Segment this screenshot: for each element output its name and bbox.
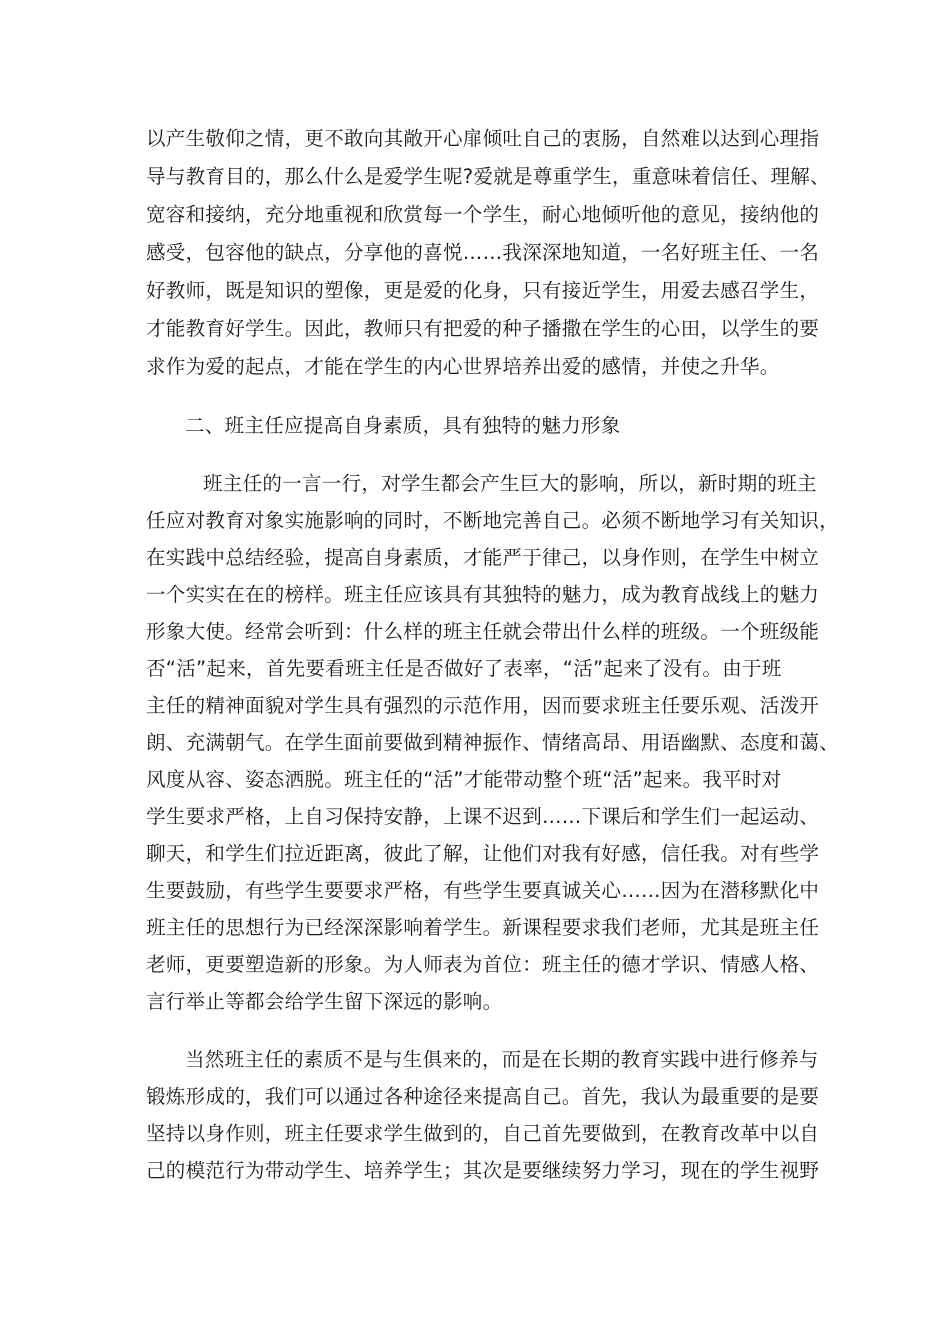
paragraph-line: 求作为爱的起点，才能在学生的内心世界培养出爱的感情，并使之升华。 [146, 355, 780, 378]
paragraph-line: 班主任的思想行为已经深深影响着学生。新课程要求我们老师，尤其是班主任 [146, 916, 820, 939]
paragraph-line: 在实践中总结经验，提高自身素质，才能严于律己，以身作则，在学生中树立 [146, 546, 820, 569]
paragraph-line: 宽容和接纳，充分地重视和欣赏每一个学生，耐心地倾听他的意见，接纳他的 [146, 203, 820, 226]
paragraph-line: 主任的精神面貌对学生具有强烈的示范作用，因而要求班主任要乐观、活泼开 [146, 694, 820, 717]
paragraph-line: 一个实实在在的榜样。班主任应该具有其独特的魅力，成为教育战线上的魅力 [146, 583, 820, 606]
paragraph-line: 锻炼形成的，我们可以通过各种途径来提高自己。首先，我认为最重要的是要 [146, 1085, 820, 1108]
paragraph-line: 好教师，既是知识的塑像，更是爱的化身，只有接近学生，用爱去感召学生， [146, 279, 820, 302]
paragraph-line: 聊天，和学生们拉近距离，彼此了解，让他们对我有好感，信任我。对有些学 [146, 842, 820, 865]
paragraph-line: 任应对教育对象实施影响的同时，不断地完善自己。必须不断地学习有关知识， [146, 509, 840, 532]
paragraph-line: 己的模范行为带动学生、培养学生；其次是要继续努力学习，现在的学生视野 [146, 1159, 820, 1182]
paragraph-line: 老师，更要塑造新的形象。为人师表为首位：班主任的德才学识、情感人格、 [146, 953, 820, 976]
paragraph-line: 言行举止等都会给学生留下深远的影响。 [146, 990, 503, 1013]
paragraph-line: 才能教育好学生。因此，教师只有把爱的种子播撒在学生的心田，以学生的要 [146, 317, 820, 340]
paragraph-line: 朗、充满朝气。在学生面前要做到精神振作、情绪高昂、用语幽默、态度和蔼、 [146, 731, 840, 754]
paragraph-line: 坚持以身作则，班主任要求学生做到的，自己首先要做到，在教育改革中以自 [146, 1122, 820, 1145]
paragraph-line: 学生要求严格，上自习保持安静，上课不迟到……下课后和学生们一起运动、 [146, 805, 820, 828]
paragraph-line: 导与教育目的，那么什么是爱学生呢?爱就是尊重学生，重意味着信任、理解、 [146, 165, 830, 188]
paragraph-line: 风度从容、姿态洒脱。班主任的“活”才能带动整个班“活”起来。我平时对 [146, 768, 782, 791]
paragraph-line: 班主任的一言一行，对学生都会产生巨大的影响，所以，新时期的班主 [203, 472, 817, 495]
paragraph-line: 以产生敬仰之情，更不敢向其敞开心扉倾吐自己的衷肠，自然难以达到心理指 [146, 127, 820, 150]
section-heading: 二、班主任应提高自身素质，具有独特的魅力形象 [185, 414, 621, 437]
paragraph-line: 当然班主任的素质不是与生俱来的，而是在长期的教育实践中进行修养与 [185, 1048, 819, 1071]
paragraph-line: 形象大使。经常会听到：什么样的班主任就会带出什么样的班级。一个班级能 [146, 620, 820, 643]
paragraph-line: 生要鼓励，有些学生要要求严格，有些学生要真诚关心……因为在潜移默化中 [146, 879, 820, 902]
paragraph-line: 否“活”起来，首先要看班主任是否做好了表率，“活”起来了没有。由于班 [146, 657, 782, 680]
paragraph-line: 感受，包容他的缺点，分享他的喜悦……我深深地知道，一名好班主任、一名 [146, 241, 820, 264]
